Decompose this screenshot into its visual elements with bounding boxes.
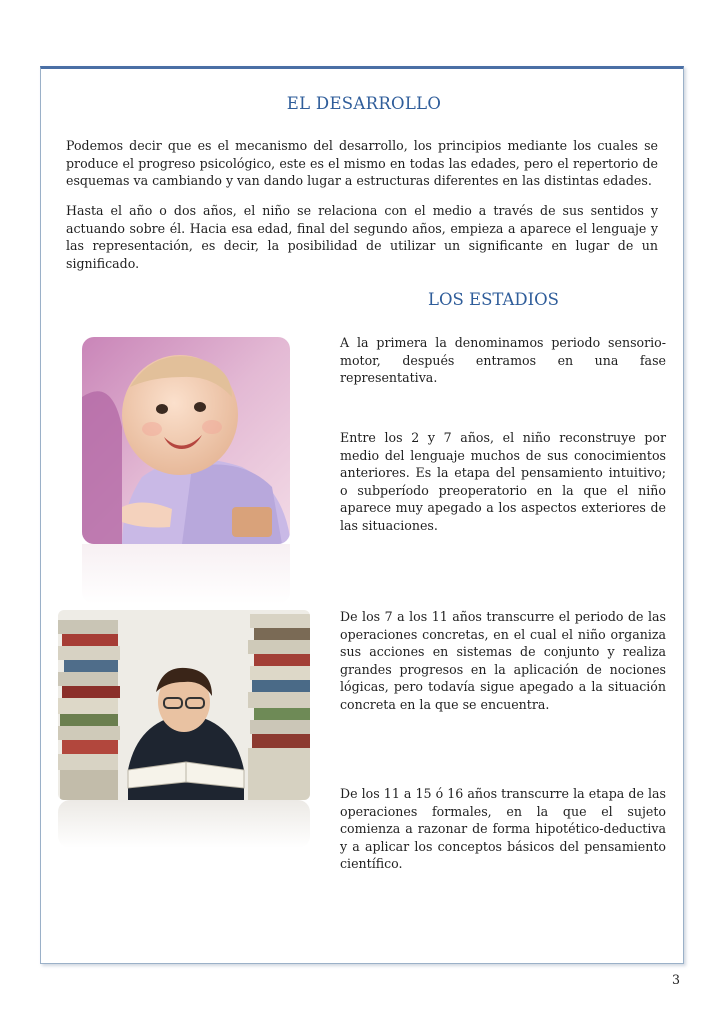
stage-sensorimotor: A la primera la denominamos periodo sensorio-motor, después entramos en una fase representativa. — [340, 335, 666, 385]
baby-photo — [82, 337, 290, 544]
page-title: EL DESARROLLO — [286, 94, 442, 113]
stage-concrete-operations: De los 7 a los 11 años transcurre el periodo de las operaciones concretas, en el cual el niño organiza sus acciones en sistemas de conjunto y realiza grandes progresos en la aplicación de nociones lógicas, pero todavía sigue apegado a la situación concreta en la que se encuentra. — [340, 609, 666, 712]
intro-paragraph-1: Podemos decir que es el mecanismo del desarrollo, los principios mediante los cuales se produce el progreso psicológico, este es el mismo en todas las edades, pero el repertorio de esquemas va cambiando y van dando lugar a estructuras diferentes en las distintas edades. — [66, 138, 658, 188]
stage-formal-operations: De los 11 a 15 ó 16 años transcurre la etapa de las operaciones formales, en la que el sujeto comienza a razonar de forma hipotético-deductiva y a aplicar los conceptos básicos del pensamiento científico. — [340, 786, 666, 871]
intro-paragraph-2: Hasta el año o dos años, el niño se relaciona con el medio a través de sus sentidos y actuando sobre él. Hacia esa edad, final del segundo años, empieza a aparece el lenguaje y las representación, es decir, la posibilidad de utilizar un significante en lugar de un significado. — [66, 203, 658, 271]
boy-studying-photo — [58, 610, 310, 800]
stage-preoperational: Entre los 2 y 7 años, el niño reconstruye por medio del lenguaje muchos de sus conocimientos anteriores. Es la etapa del pensamiento intuitivo; o subperíodo preoperatorio en la que el niño aparece muy apegado a los aspectos exteriores de las situaciones. — [340, 430, 666, 533]
page-number: 3 — [672, 972, 681, 987]
section-title: LOS ESTADIOS — [428, 290, 559, 309]
boy-photo-reflection — [58, 800, 310, 848]
baby-photo-reflection — [82, 544, 290, 604]
